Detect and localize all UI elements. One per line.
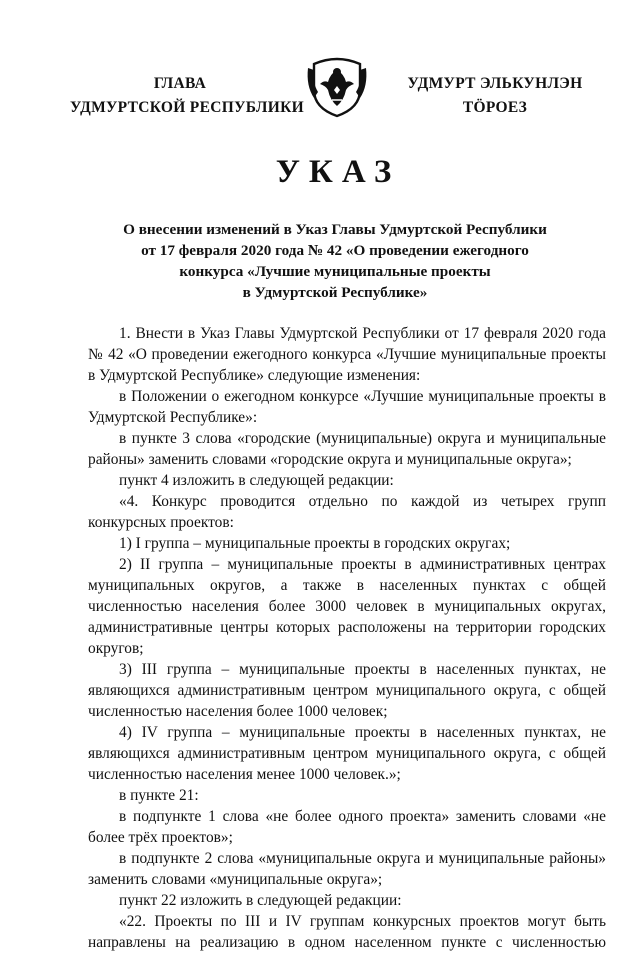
header-left-line2: УДМУРТСКОЙ РЕСПУБЛИКИ bbox=[70, 99, 305, 116]
body-paragraph: «22. Проекты по III и IV группам конкурсных проектов могут быть направлены на реализацию в одном населенном пункте с численностью bbox=[88, 913, 606, 951]
body-paragraph: пункт 4 изложить в следующей редакции: bbox=[119, 472, 394, 489]
header-right-line2: ТӦРОЕЗ bbox=[462, 99, 528, 116]
body-paragraph: 1. Внести в Указ Главы Удмуртской Республики от 17 февраля 2020 года № 42 «О проведении ежегодного конкурса «Лучшие муниципальные проекты в Удмуртской Республике» следующие изменения: bbox=[88, 325, 606, 384]
body-paragraph: 3) III группа – муниципальные проекты в населенных пунктах, не являющихся административным центром муниципального округа, с общей численностью населения более 1000 человек; bbox=[88, 661, 606, 720]
coat-of-arms-emblem-icon bbox=[304, 56, 370, 118]
body-paragraph: в подпункте 2 слова «муниципальные округа и муниципальные районы» заменить словами «муниципальные округа»; bbox=[88, 850, 606, 888]
document-title: УКАЗ bbox=[275, 154, 401, 190]
subject-line: в Удмуртской Республике» bbox=[242, 284, 428, 301]
decree-body bbox=[88, 323, 606, 953]
body-paragraph: 1) I группа – муниципальные проекты в городских округах; bbox=[119, 535, 511, 552]
body-paragraph: в пункте 21: bbox=[119, 787, 199, 804]
body-paragraph: в Положении о ежегодном конкурсе «Лучшие муниципальные проекты в Удмуртской Республике»: bbox=[88, 388, 606, 426]
header-left-line1: ГЛАВА bbox=[153, 75, 207, 92]
body-paragraph: в подпункте 1 слова «не более одного проекта» заменить словами «не более трёх проектов»; bbox=[88, 808, 606, 846]
body-paragraph: 4) IV группа – муниципальные проекты в населенных пунктах, не являющихся административным центром муниципального округа, с общей численностью населения менее 1000 человек.»; bbox=[88, 724, 606, 783]
body-paragraph: пункт 22 изложить в следующей редакции: bbox=[119, 892, 402, 909]
subject-line: конкурса «Лучшие муниципальные проекты bbox=[179, 263, 491, 280]
header-right-line1: УДМУРТ ЭЛЬКУНЛЭН bbox=[407, 75, 583, 92]
subject-line: О внесении изменений в Указ Главы Удмуртской Республики bbox=[123, 221, 547, 238]
header-right-block bbox=[395, 72, 595, 120]
body-paragraph: в пункте 3 слова «городские (муниципальные) округа и муниципальные районы» заменить словами «городские округа и муниципальные округа»; bbox=[88, 430, 606, 468]
body-paragraph: 2) II группа – муниципальные проекты в административных центрах муниципальных округов, а также в населенных пунктах с общей численностью населения более 3000 человек в муниципальных округах, административные центры которых расположены на территории городских округов; bbox=[88, 556, 606, 657]
subject-line: от 17 февраля 2020 года № 42 «О проведении ежегодного bbox=[141, 242, 529, 259]
body-paragraph: «4. Конкурс проводится отдельно по каждой из четырех групп конкурсных проектов: bbox=[88, 493, 606, 531]
header-left-block bbox=[70, 72, 305, 120]
decree-subject bbox=[100, 219, 570, 303]
